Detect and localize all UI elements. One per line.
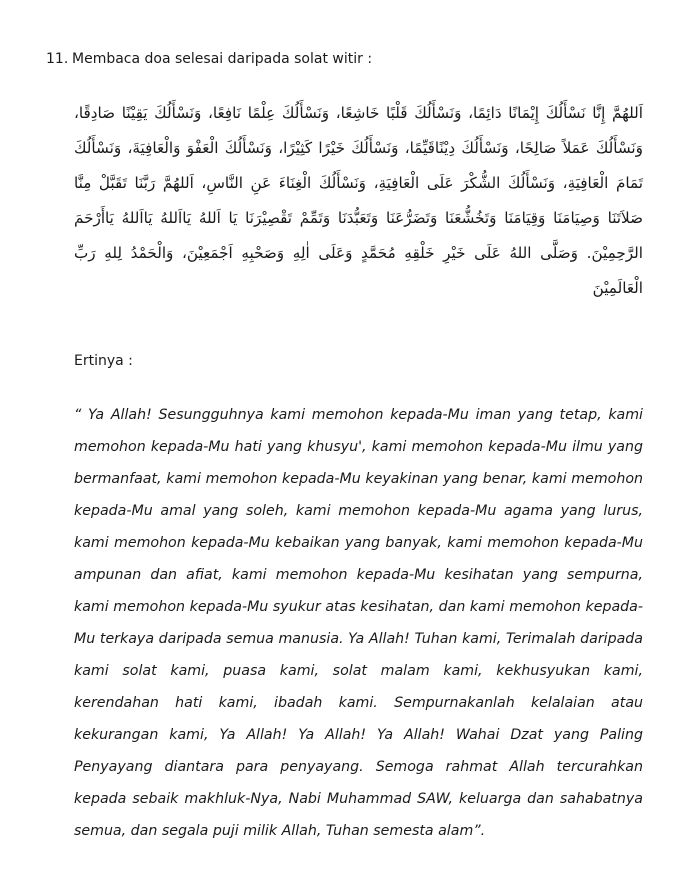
item-number: 11.: [46, 51, 69, 67]
translation-text: “ Ya Allah! Sesungguhnya kami memohon kepada-Mu iman yang tetap, kami memohon kepada-Mu hati yang khusyu', kami memohon kepada-Mu ilmu yang bermanfaat, kami memohon kepada-Mu keyakinan yang benar, kami memohon kepada-Mu amal yang soleh, kami memohon kepada-Mu agama yang lurus, kami memohon kepada-Mu kebaikan yang banyak, kami memohon kepada-Mu ampunan dan afiat, kami memohon kepada-Mu kesihatan yang sempurna, kami memohon kepada-Mu syukur atas kesihatan, dan kami memohon kepada-Mu terkaya daripada semua manusia. Ya Allah! Tuhan kami, Terimalah daripada kami solat kami, puasa kami, solat malam kami, kekhusyukan kami, kerendahan hati kami, ibadah kami. Sempurnakanlah kelalaian atau kekurangan kami, Ya Allah! Ya Allah! Ya Allah! Wahai Dzat yang Paling Penyayang diantara para penyayang. Semoga rahmat Allah tercurahkan kepada sebaik makhluk-Nya, Nabi Muhammad SAW, keluarga dan sahabatnya semua, dan segala puji milik Allah, Tuhan semesta alam”.: [74, 407, 643, 839]
doa-arabic-text: اَللهُمَّ إِنَّا نَسْأَلُكَ إِيْمَانًا دَائِمًا، وَنَسْأَلُكَ قَلْبًا خَاشِعًا، وَنَسْأَلُكَ عِلْمًا نَافِعًا، وَنَسْأَلُكَ يَقِيْنًا صَادِقًا، وَنَسْأَلُكَ عَمَلاً صَالِحًا، وَنَسْأَلُكَ دِيْنًاقَيِّمًا، وَنَسْأَلُكَ خَيْرًا كَثِيْرًا، وَنَسْأَلُكَ الْعَفْوَ وَالْعَافِيَةَ، وَنَسْأَلُكَ تَمَامَ الْعَافِيَةِ، وَنَسْأَلُكَ الشُّكْرَ عَلَى الْعَافِيَةِ، وَنَسْأَلُكَ الْغِنَاءَ عَنِ النَّاسِ، اَللهُمَّ رَبَّنَا تَقَبَّلْ مِنَّا صَلاَتَنَا وَصِيَامَنَا وَقِيَامَنَا وَتَخُشُّعَنَا وَتَضَرُّعَنَا وَتَعَبُّدَنَا وَتَمِّمْ تَقْصِيْرَنَا يَا اَللهُ يَااَللهُ يَااَللهُ يَاأَرْحَمَ الرَّحِمِيْنَ. وَصَلَّى اللهُ عَلَى خَيْرِ خَلْقِهِ مُحَمَّدٍ وَعَلَى اٰلِهِ وَصَحْبِهِ اَجْمَعِيْنَ، وَالْحَمْدُ لِلهِ رَبِّ الْعَالَمِيْنَ: [74, 104, 643, 297]
item-heading: [46, 49, 646, 69]
ertinya-label: Ertinya :: [74, 353, 133, 369]
item-title: Membaca doa selesai daripada solat witir :: [72, 51, 373, 67]
